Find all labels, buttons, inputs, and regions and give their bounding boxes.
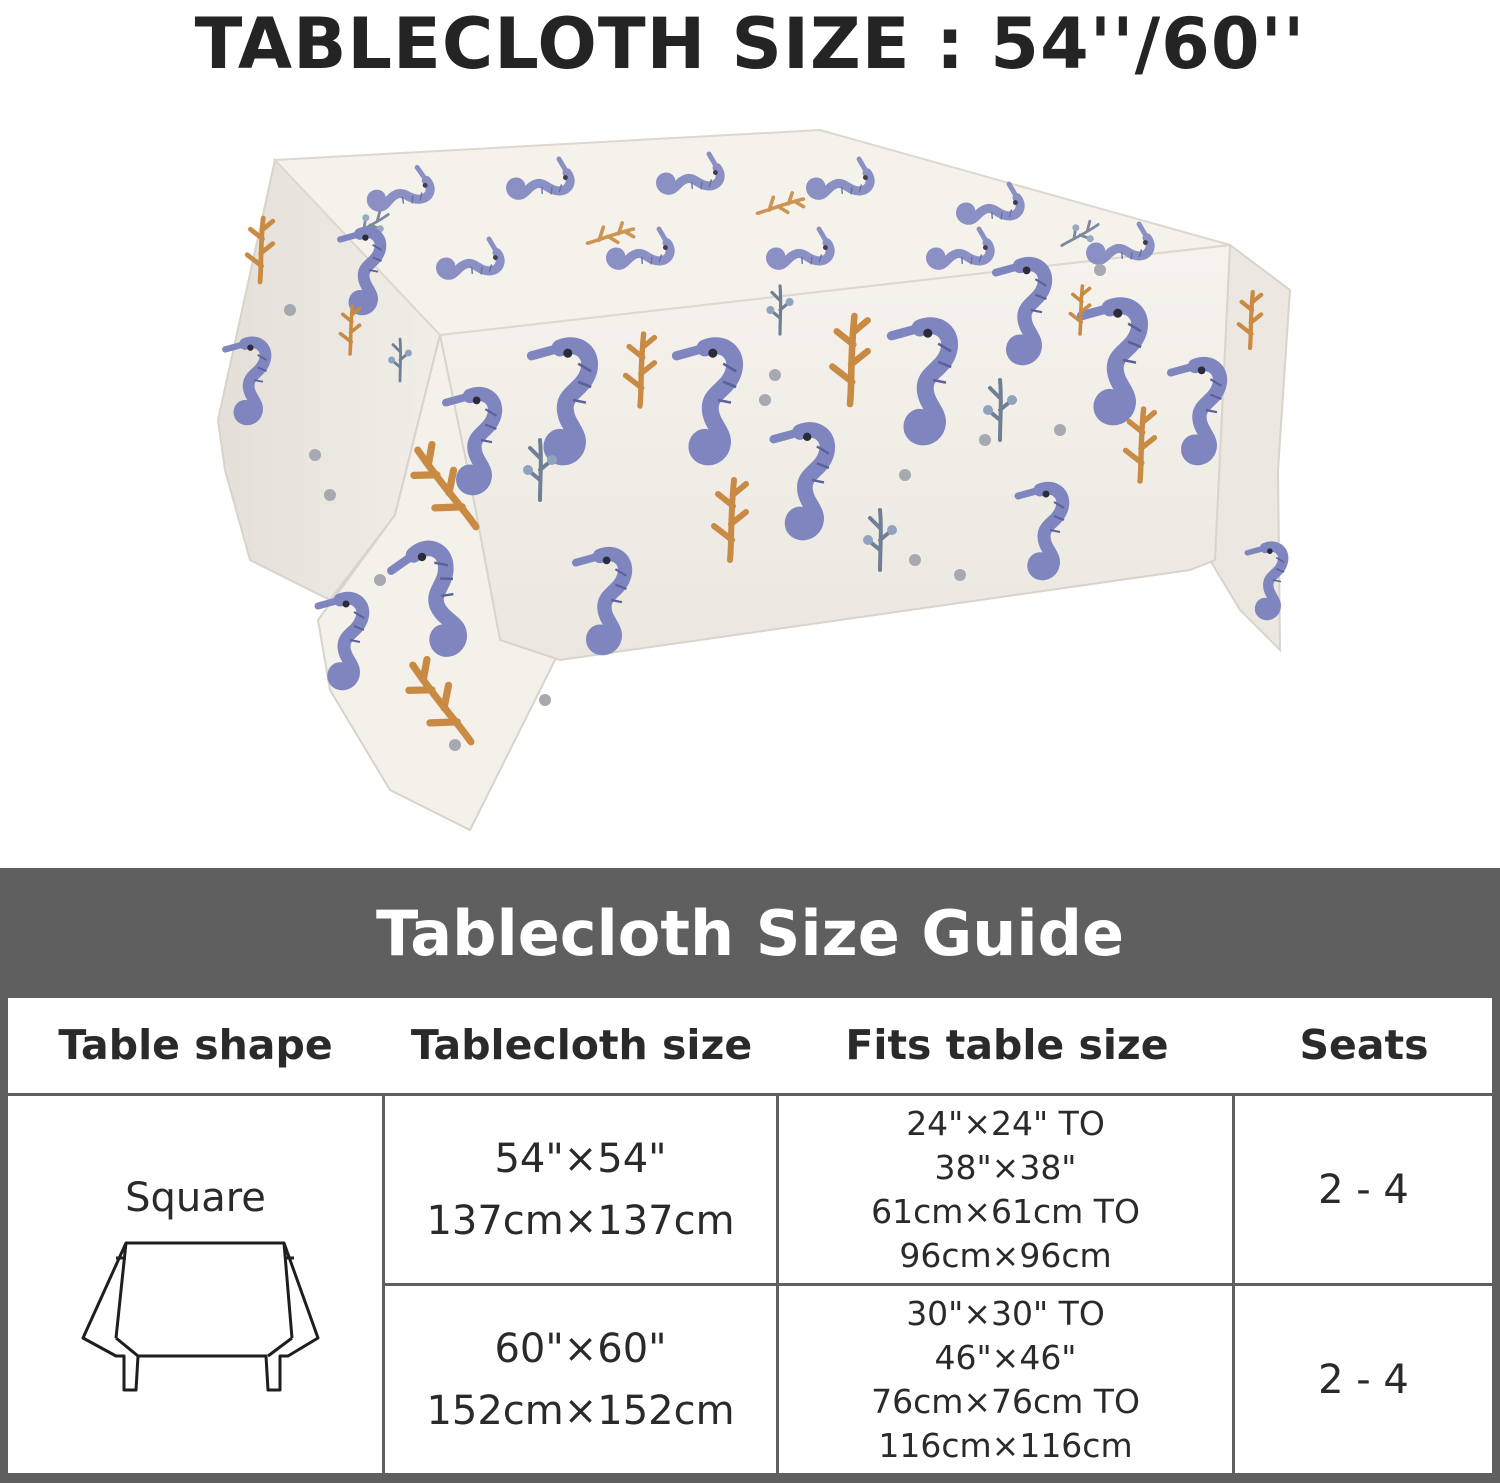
fits-size-inches-from: 30"×30" TO <box>906 1293 1105 1333</box>
fits-table-size-cell <box>779 1096 1232 1283</box>
page-title: TABLECLOTH SIZE : 54''/60'' <box>194 3 1306 85</box>
fits-size-inches-from: 24"×24" TO <box>906 1103 1105 1143</box>
square-table-icon <box>78 1238 328 1398</box>
fits-size-cm-from: 76cm×76cm TO <box>871 1381 1140 1421</box>
tablecloth-size-inches: 54"×54" <box>494 1135 667 1182</box>
table-row <box>385 1096 776 1283</box>
seats-value: 2 - 4 <box>1318 1356 1409 1403</box>
fits-size-inches-to: 46"×46" <box>934 1337 1077 1377</box>
tablecloth-size-cm: 137cm×137cm <box>426 1197 735 1244</box>
size-guide-body <box>8 998 1492 1473</box>
size-guide-table <box>0 868 1500 1483</box>
column-header-seats: Seats <box>1299 1021 1429 1069</box>
fits-size-inches-to: 38"×38" <box>934 1147 1077 1187</box>
fits-size-cm-from: 61cm×61cm TO <box>871 1191 1140 1231</box>
column-header-fits-table-size: Fits table size <box>845 1021 1169 1069</box>
tablecloth-size-inches: 60"×60" <box>494 1325 667 1372</box>
seats-value: 2 - 4 <box>1318 1166 1409 1213</box>
size-guide-heading: Tablecloth Size Guide <box>375 897 1125 970</box>
table-shape-label: Square <box>125 1175 266 1221</box>
table-row <box>385 1286 776 1473</box>
fits-table-size-cell <box>779 1286 1232 1473</box>
tablecloth-illustration <box>0 95 1500 855</box>
tablecloth-size-cm: 152cm×152cm <box>426 1387 735 1434</box>
column-header-tablecloth-size: Tablecloth size <box>410 1021 753 1069</box>
fits-size-cm-to: 116cm×116cm <box>878 1425 1133 1465</box>
fits-size-cm-to: 96cm×96cm <box>899 1235 1112 1275</box>
column-header-table-shape: Table shape <box>58 1021 333 1069</box>
